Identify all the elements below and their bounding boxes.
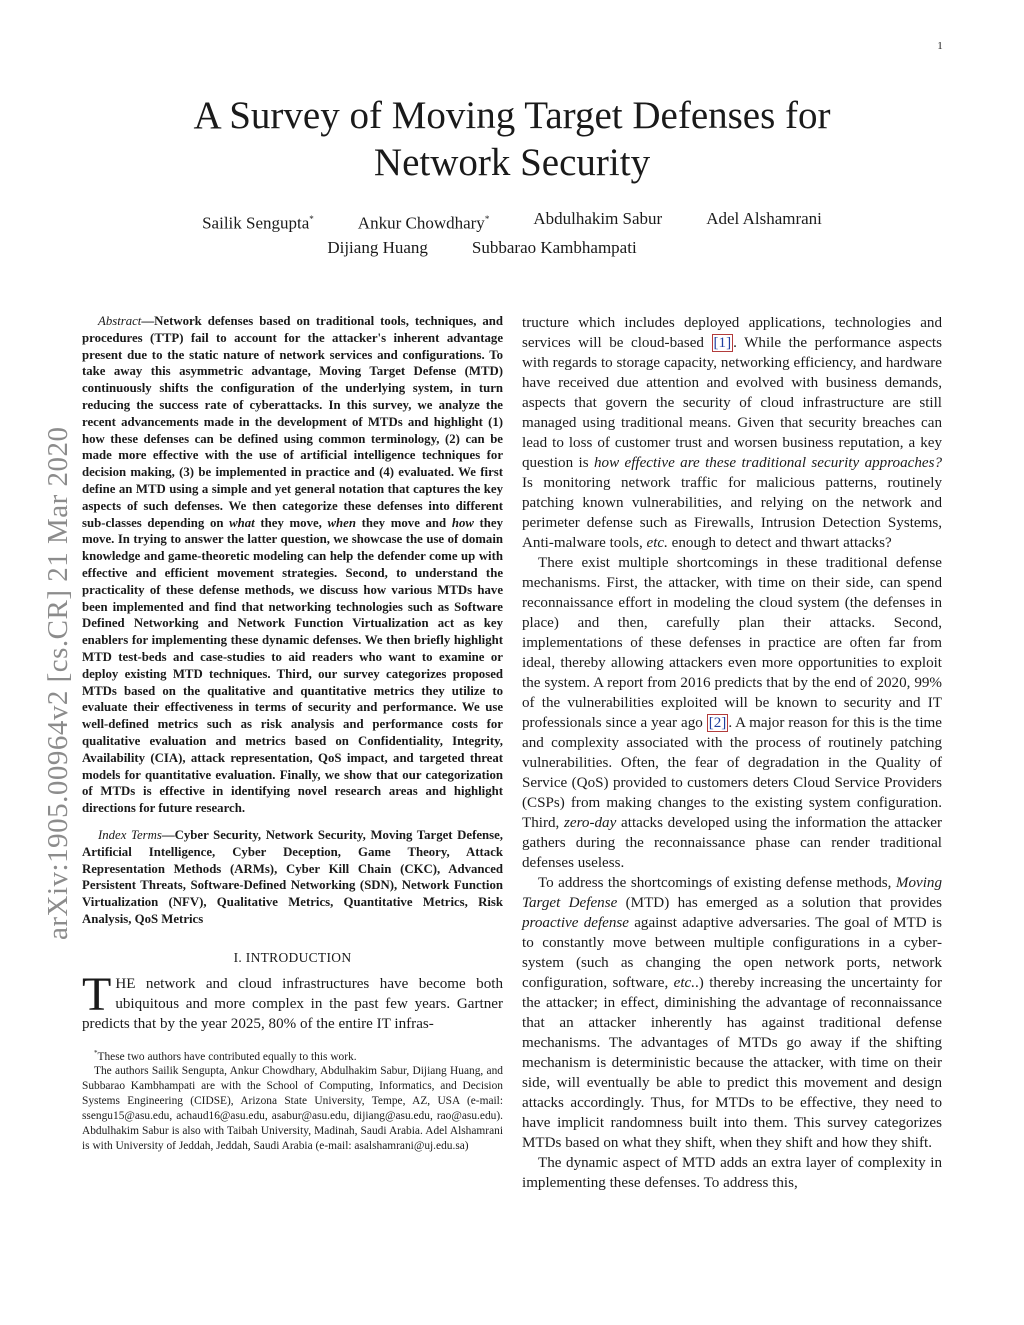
abstract: Abstract—Network defenses based on traditional tools, techniques, and procedures (TTP) fail to account for the attacker's inherent advantage present due to the static nature of network services and configurations. To take away this asymmetric advantage, Moving Target Defense (MTD) continuously shifts the configuration of the underlying system, in turn reducing the success rate of cyberattacks. In this survey, we analyze the recent advancements made in the development of MTDs and highlight (1) how these defenses can be defined using common terminology, (2) can be made more effective with the use of artificial intelligence techniques for decision making, (3) be implemented in practice and (4) evaluated. We first define an MTD using a simple and yet general notation that captures the key aspects of such defenses. We then categorize these defenses into different sub-classes depending on what they move, when they move and how they move. In trying to answer the latter question, we showcase the use of domain knowledge and game-theoretic modeling can help the defender come up with effective and efficient movement strategies. Second, to understand the practicality of these defense methods, we discuss how various MTDs have been implemented and find that networking technologies such as Software Defined Networking and Network Function Virtualization act as key enablers for implementing these dynamic defenses. We then briefly highlight MTD test-beds and case-studies to aid readers who want to examine or deploy existing MTD techniques. Third, our survey categorizes proposed MTDs based on the qualitative and quantitative metrics they utilize to evaluate their effectiveness in terms of security and performance. We use well-defined metrics such as risk analysis and performance costs for qualitative evaluation and metrics based on Confidentiality, Integrity, Availability (CIA), attack representation, QoS impact, and targeted threat models for quantitative evaluation. Finally, we show that our categorization of MTDs is effective in identifying novel research areas and highlight directions for future research.: [82, 314, 504, 816]
right-column: [522, 313, 942, 1193]
page-number: 1: [937, 40, 943, 52]
body-paragraph: The dynamic aspect of MTD adds an extra layer of complexity in implementing these defenses. To address this,: [522, 1155, 942, 1191]
author-row-1: [150, 207, 874, 236]
author-row-2: [150, 236, 874, 260]
author: Abdulhakim Sabur: [533, 209, 663, 228]
author: Sailik Sengupta*: [202, 213, 314, 233]
author-list: [150, 207, 874, 260]
body-paragraph: To address the shortcomings of existing defense methods, Moving Target Defense (MTD) has emerged as a solution that provides proactive defense against adaptive adversaries. The goal of MTD is to constantly move between multiple configurations in a cyber-system (such as changing the open network ports, network configuration, software, etc..) thereby increasing the uncertainty for the attacker; in effect, diminishing the advantage of reconnaissance that an attacker inherently has against traditional defense mechanisms. The advantages of MTDs go away if the shifting mechanism is deterministic because the attacker, with time on their side, will eventually be able to predict this movement and design attacks accordingly. Thus, for MTDs to be effective, they need to have implicit randomness built into them. This survey categorizes MTDs based on what they shift, when they shift and how they shift.: [522, 875, 942, 1151]
body-paragraph: tructure which includes deployed applications, technologies and services will be cloud-based [1] . While the performance aspects with regards to storage capacity, networking efficiency, and hardware have received due attention and evolved with business demands, aspects that govern the security of cloud infrastructure are still managed using traditional means. Given that security breaches can lead to loss of customer trust and worsen business reputation, a key question is how effective are these traditional security approaches? Is monitoring network traffic for malicious patterns, routinely patching known vulnerabilities, and relying on the network and perimeter defense such as Firewalls, Intrusion Detection Systems, Anti-malware tools, etc. enough to detect and thwart attacks?: [522, 315, 942, 551]
arxiv-identifier: arXiv:1905.00964v2 [cs.CR] 21 Mar 2020: [42, 426, 74, 940]
author: Ankur Chowdhary*: [357, 213, 490, 233]
title-line-1: A Survey of Moving Target Defenses for: [193, 94, 831, 137]
author: Adel Alshamrani: [706, 209, 822, 228]
section-heading-introduction: I. INTRODUCTION: [233, 949, 352, 965]
footnote-equal-contribution: *These two authors have contributed equally to this work.: [94, 1048, 357, 1063]
footnotes: [82, 1046, 503, 1155]
body-paragraph: There exist multiple shortcomings in these traditional defense mechanisms. First, the attacker, with time on their side, can spend reconnaissance effort in modeling the cloud system (the defenses in place) and then, carefully plan their attacks. Second, implementations of these defenses in practice are often far from ideal, thereby allowing attackers even more opportunities to exploit the system. A report from 2016 predicts that by the end of 2020, 99% of the vulnerabilities exploited will be known to security and IT professionals since a year ago [2] . A major reason for this is the time and complexity associated with the process of routinely patching vulnerabilities. Often, the fear of degradation in the Quality of Service (QoS) provided to customers deters Cloud Service Providers (CSPs) from making changes to the existing system configuration. Third, zero-day attacks developed using the information the attacker gathers during the reconnaissance phase can render traditional defenses useless.: [522, 555, 942, 871]
author: Dijiang Huang: [327, 237, 428, 257]
footnote-affiliations: The authors Sailik Sengupta, Ankur Chowdhary, Abdulhakim Sabur, Dijiang Huang, and Subbarao Kambhampati are with the School of Computing, Informatics, and Decision Systems Engineering (CIDSE), Arizona State University, Tempe, AZ, USA (e-mail: ssengu15@asu.edu, achaud16@asu.edu, asabur@asu.edu, dijiang@asu.edu, rao@asu.edu). Abdulhakim Sabur is also with Taibah University, Madinah, Saudi Arabia. Adel Alshamrani is with University of Jeddah, Jeddah, Saudi Arabia (e-mail: asalshamrani@uj.edu.sa): [82, 1065, 503, 1153]
citation-link[interactable]: [2]: [708, 715, 727, 731]
drop-cap: T: [82, 967, 112, 1021]
author: Subbarao Kambhampati: [471, 237, 637, 257]
paper-title: [140, 92, 884, 186]
index-terms: Index Terms—Cyber Security, Network Security, Moving Target Defense, Artificial Intelligence, Cyber Deception, Game Theory, Attack Representation Methods (ARMs), Cyber Kill Chain (CKC), Advanced Persistent Threats, Software-Defined Networking (SDN), Network Function Virtualization (NFV), Qualitative Metrics, Quantitative Metrics, Risk Analysis, QoS Metrics: [82, 827, 503, 926]
intro-paragraph: THE network and cloud infrastructures have become both ubiquitous and more complex in the past few years. Gartner predicts that by the year 2025, 80% of the entire IT infras-: [82, 967, 503, 1032]
left-column: [82, 313, 503, 1154]
title-line-2: Network Security: [373, 141, 651, 184]
citation-link[interactable]: [1]: [713, 335, 732, 351]
abstract-lead: Abstract: [98, 314, 142, 328]
index-terms-lead: Index Terms: [98, 827, 162, 842]
